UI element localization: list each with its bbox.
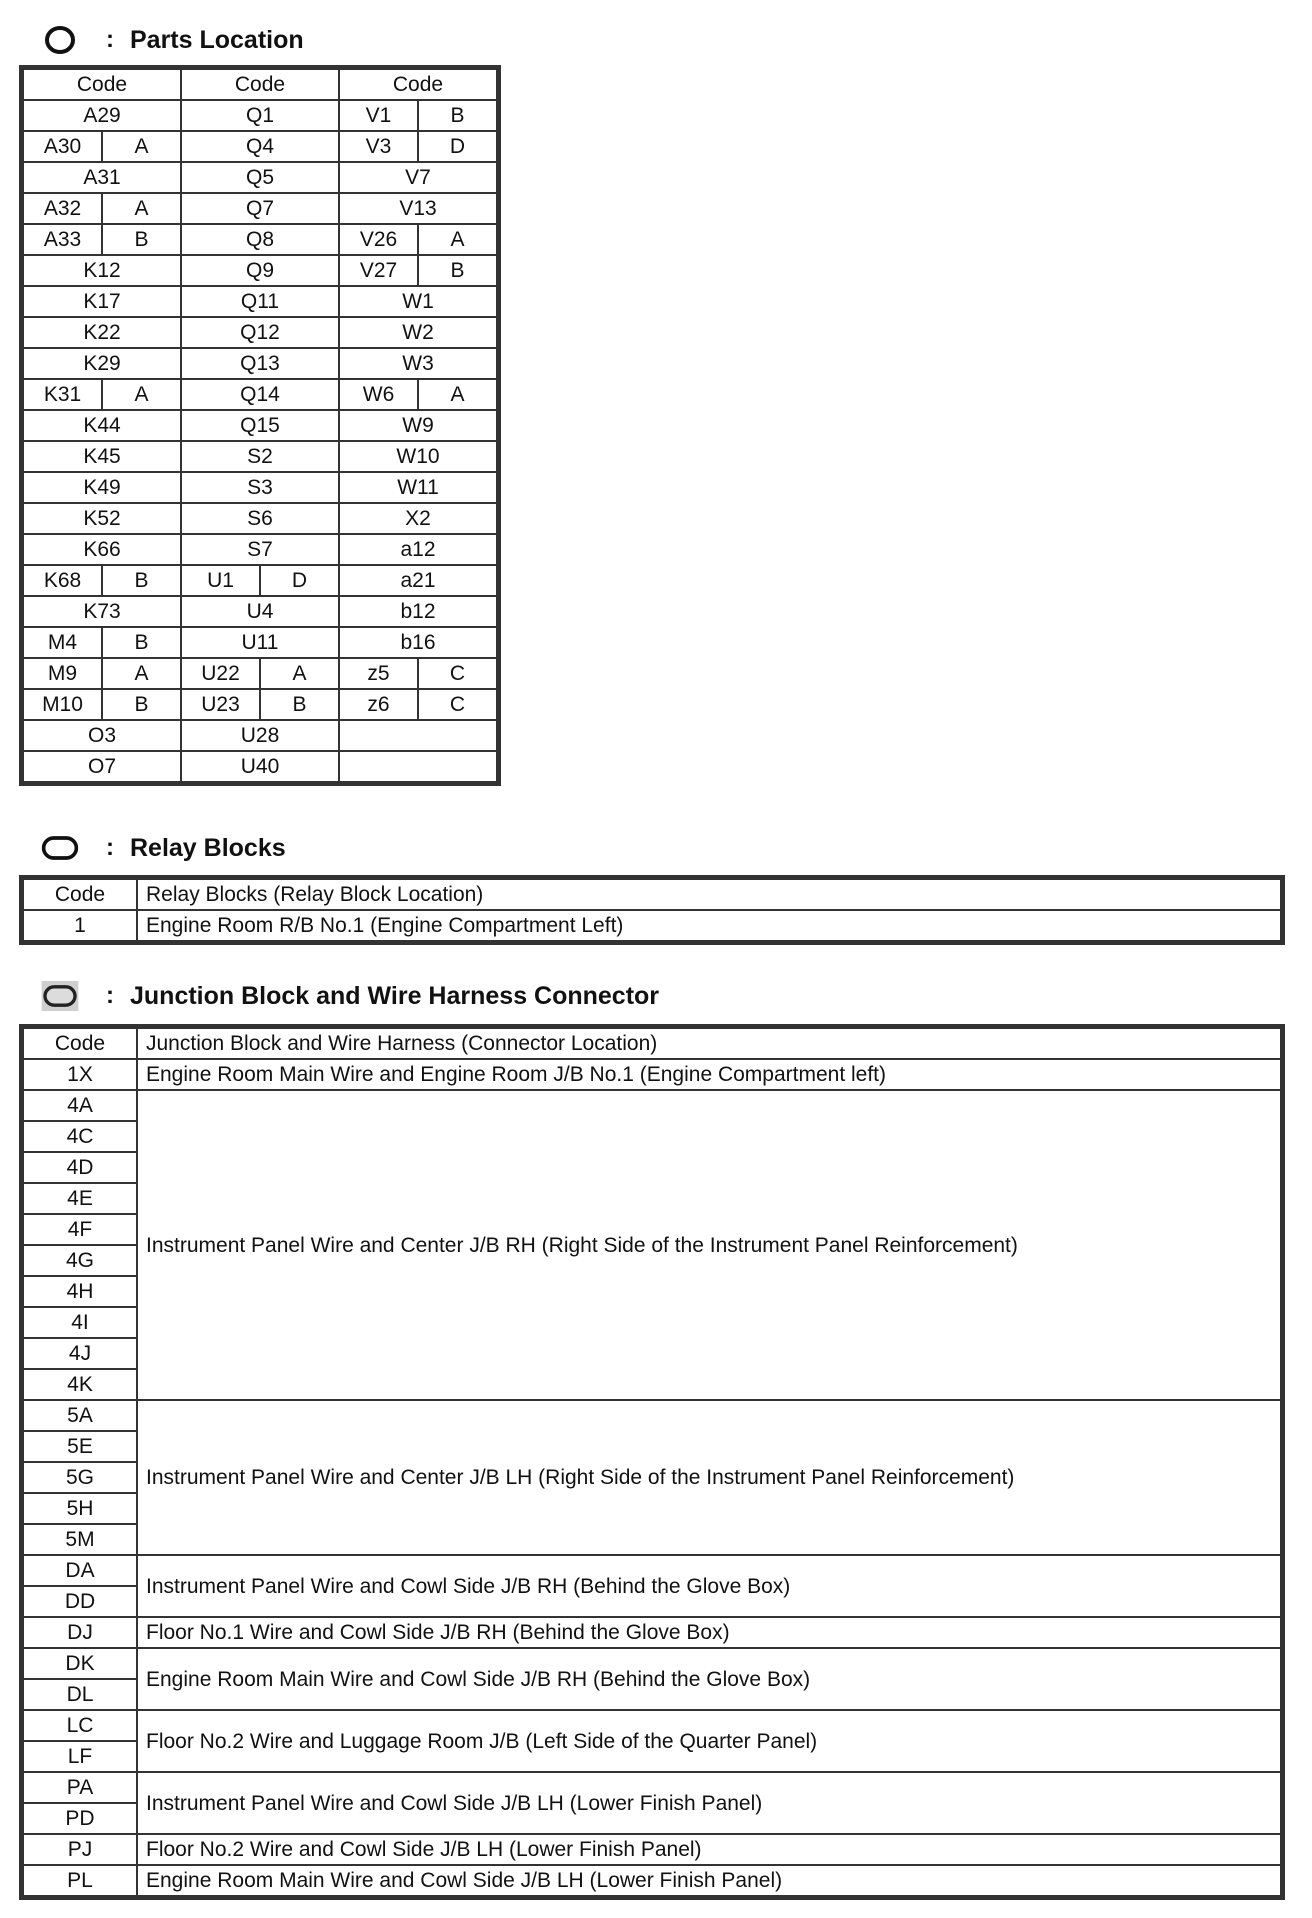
table-row (23, 193, 497, 224)
connector-letter-cell: A (102, 658, 181, 689)
code-cell: K68 (23, 565, 102, 596)
description-cell: Engine Room Main Wire and Engine Room J/B No.1 (Engine Compartment left) (137, 1059, 1281, 1090)
code-cell: z5 (339, 658, 418, 689)
code-cell: W10 (339, 441, 497, 472)
description-cell: Instrument Panel Wire and Cowl Side J/B LH (Lower Finish Panel) (137, 1772, 1281, 1834)
table-row (23, 1834, 1281, 1865)
code-cell: DJ (23, 1617, 137, 1648)
code-cell: 4E (23, 1183, 137, 1214)
code-cell: 4H (23, 1276, 137, 1307)
header-cell: Code (339, 69, 497, 100)
code-cell: z6 (339, 689, 418, 720)
code-cell: K29 (23, 348, 181, 379)
code-cell: U1 (181, 565, 260, 596)
table-row (23, 410, 497, 441)
code-cell: S6 (181, 503, 339, 534)
code-cell: W1 (339, 286, 497, 317)
table-row (23, 441, 497, 472)
table-row (23, 534, 497, 565)
description-cell: Floor No.2 Wire and Cowl Side J/B LH (Lower Finish Panel) (137, 1834, 1281, 1865)
header-cell: Code (23, 69, 181, 100)
code-cell: Q12 (181, 317, 339, 348)
code-cell: Q14 (181, 379, 339, 410)
code-cell: U4 (181, 596, 339, 627)
code-cell: 4F (23, 1214, 137, 1245)
description-cell: Instrument Panel Wire and Cowl Side J/B RH (Behind the Glove Box) (137, 1555, 1281, 1617)
connector-letter-cell: A (260, 658, 339, 689)
heading-colon: : (106, 834, 114, 861)
connector-letter-cell: B (102, 689, 181, 720)
code-cell: V7 (339, 162, 497, 193)
connector-letter-cell: B (418, 100, 497, 131)
connector-letter-cell: C (418, 658, 497, 689)
code-cell: DL (23, 1679, 137, 1710)
code-cell: S7 (181, 534, 339, 565)
description-cell: Floor No.1 Wire and Cowl Side J/B RH (Behind the Glove Box) (137, 1617, 1281, 1648)
junction-block-heading (40, 976, 659, 1016)
code-cell: 4C (23, 1121, 137, 1152)
table-row (23, 317, 497, 348)
connector-letter-cell: D (418, 131, 497, 162)
table-row (23, 720, 497, 751)
header-cell: Relay Blocks (Relay Block Location) (137, 879, 1281, 910)
table-row (23, 1555, 1281, 1586)
table-row (23, 348, 497, 379)
header-cell: Code (181, 69, 339, 100)
table-row (23, 1865, 1281, 1896)
code-cell: A33 (23, 224, 102, 255)
code-cell: M4 (23, 627, 102, 658)
code-cell: Q7 (181, 193, 339, 224)
code-cell: DA (23, 1555, 137, 1586)
connector-letter-cell: B (102, 565, 181, 596)
code-cell: DD (23, 1586, 137, 1617)
code-cell: K52 (23, 503, 181, 534)
description-cell: Floor No.2 Wire and Luggage Room J/B (Left Side of the Quarter Panel) (137, 1710, 1281, 1772)
code-cell: Q4 (181, 131, 339, 162)
code-cell: b12 (339, 596, 497, 627)
connector-letter-cell: B (260, 689, 339, 720)
code-cell: V3 (339, 131, 418, 162)
connector-letter-cell: A (418, 379, 497, 410)
code-cell: M9 (23, 658, 102, 689)
code-cell: 4J (23, 1338, 137, 1369)
code-cell: PA (23, 1772, 137, 1803)
table-row (23, 162, 497, 193)
table-row (23, 131, 497, 162)
table-header-row (23, 69, 497, 100)
table-row (23, 224, 497, 255)
table-row (23, 472, 497, 503)
table-row (23, 910, 1281, 941)
code-cell (339, 751, 497, 782)
code-cell: Q13 (181, 348, 339, 379)
section-title: Parts Location (130, 25, 304, 54)
code-cell: PD (23, 1803, 137, 1834)
header-cell: Code (23, 1028, 137, 1059)
code-cell: U22 (181, 658, 260, 689)
table-row (23, 1617, 1281, 1648)
code-cell: 5H (23, 1493, 137, 1524)
section-title: Relay Blocks (130, 833, 286, 862)
code-cell: 1 (23, 910, 137, 941)
connector-letter-cell: A (418, 224, 497, 255)
description-cell: Instrument Panel Wire and Center J/B RH (Right Side of the Instrument Panel Reinforcement) (137, 1090, 1281, 1400)
code-cell: Q15 (181, 410, 339, 441)
code-cell: K44 (23, 410, 181, 441)
code-cell: Q11 (181, 286, 339, 317)
code-cell: S2 (181, 441, 339, 472)
header-cell: Junction Block and Wire Harness (Connector Location) (137, 1028, 1281, 1059)
code-cell: 5G (23, 1462, 137, 1493)
code-cell: S3 (181, 472, 339, 503)
code-cell: K31 (23, 379, 102, 410)
code-cell: V13 (339, 193, 497, 224)
code-cell: M10 (23, 689, 102, 720)
code-cell: Q8 (181, 224, 339, 255)
code-cell: b16 (339, 627, 497, 658)
code-cell: 4G (23, 1245, 137, 1276)
code-cell: X2 (339, 503, 497, 534)
parts-location-heading (40, 20, 304, 60)
code-cell: K45 (23, 441, 181, 472)
code-cell (339, 720, 497, 751)
code-cell: O3 (23, 720, 181, 751)
code-cell: 4K (23, 1369, 137, 1400)
code-cell: PL (23, 1865, 137, 1896)
code-cell: W6 (339, 379, 418, 410)
code-cell: W2 (339, 317, 497, 348)
table-row (23, 1090, 1281, 1121)
table-row (23, 689, 497, 720)
table-row (23, 100, 497, 131)
table-row (23, 596, 497, 627)
connector-letter-cell: C (418, 689, 497, 720)
relay-blocks-heading (40, 828, 286, 868)
code-cell: a21 (339, 565, 497, 596)
code-cell: Q9 (181, 255, 339, 286)
code-cell: U40 (181, 751, 339, 782)
circle-symbol-icon (40, 24, 80, 56)
code-cell: 1X (23, 1059, 137, 1090)
description-cell: Engine Room Main Wire and Cowl Side J/B RH (Behind the Glove Box) (137, 1648, 1281, 1710)
code-cell: V26 (339, 224, 418, 255)
connector-letter-cell: A (102, 379, 181, 410)
code-cell: DK (23, 1648, 137, 1679)
rounded-rect-symbol-icon (40, 832, 80, 864)
table-row (23, 1648, 1281, 1679)
code-cell: A30 (23, 131, 102, 162)
code-cell: LC (23, 1710, 137, 1741)
code-cell: 4A (23, 1090, 137, 1121)
code-cell: K66 (23, 534, 181, 565)
code-cell: Q5 (181, 162, 339, 193)
table-row (23, 627, 497, 658)
description-cell: Engine Room R/B No.1 (Engine Compartment Left) (137, 910, 1281, 941)
relay-blocks-table (22, 878, 1282, 942)
table-row (23, 1710, 1281, 1741)
code-cell: 4D (23, 1152, 137, 1183)
shaded-rounded-rect-symbol-icon (40, 980, 80, 1012)
header-cell: Code (23, 879, 137, 910)
code-cell: K22 (23, 317, 181, 348)
description-cell: Instrument Panel Wire and Center J/B LH (Right Side of the Instrument Panel Reinforcement) (137, 1400, 1281, 1555)
connector-letter-cell: D (260, 565, 339, 596)
table-row (23, 658, 497, 689)
code-cell: PJ (23, 1834, 137, 1865)
code-cell: 5E (23, 1431, 137, 1462)
code-cell: Q1 (181, 100, 339, 131)
code-cell: W9 (339, 410, 497, 441)
code-cell: U28 (181, 720, 339, 751)
code-cell: V1 (339, 100, 418, 131)
connector-letter-cell: B (418, 255, 497, 286)
code-cell: W11 (339, 472, 497, 503)
junction-block-table (22, 1027, 1282, 1897)
table-row (23, 1059, 1281, 1090)
code-cell: 4I (23, 1307, 137, 1338)
code-cell: A29 (23, 100, 181, 131)
connector-letter-cell: B (102, 224, 181, 255)
table-header-row (23, 1028, 1281, 1059)
code-cell: K73 (23, 596, 181, 627)
table-row (23, 379, 497, 410)
connector-letter-cell: A (102, 193, 181, 224)
connector-letter-cell: A (102, 131, 181, 162)
code-cell: A32 (23, 193, 102, 224)
code-cell: O7 (23, 751, 181, 782)
code-cell: 5M (23, 1524, 137, 1555)
table-row (23, 565, 497, 596)
table-header-row (23, 879, 1281, 910)
code-cell: U11 (181, 627, 339, 658)
table-row (23, 751, 497, 782)
heading-colon: : (106, 982, 114, 1009)
code-cell: K12 (23, 255, 181, 286)
code-cell: a12 (339, 534, 497, 565)
code-cell: U23 (181, 689, 260, 720)
code-cell: A31 (23, 162, 181, 193)
parts-location-table (22, 68, 498, 783)
connector-letter-cell: B (102, 627, 181, 658)
table-row (23, 286, 497, 317)
code-cell: 5A (23, 1400, 137, 1431)
table-row (23, 255, 497, 286)
section-title: Junction Block and Wire Harness Connector (130, 981, 660, 1010)
code-cell: K49 (23, 472, 181, 503)
code-cell: LF (23, 1741, 137, 1772)
table-row (23, 1400, 1281, 1431)
heading-colon: : (106, 26, 114, 53)
table-row (23, 503, 497, 534)
description-cell: Engine Room Main Wire and Cowl Side J/B LH (Lower Finish Panel) (137, 1865, 1281, 1896)
code-cell: W3 (339, 348, 497, 379)
code-cell: K17 (23, 286, 181, 317)
code-cell: V27 (339, 255, 418, 286)
table-row (23, 1772, 1281, 1803)
